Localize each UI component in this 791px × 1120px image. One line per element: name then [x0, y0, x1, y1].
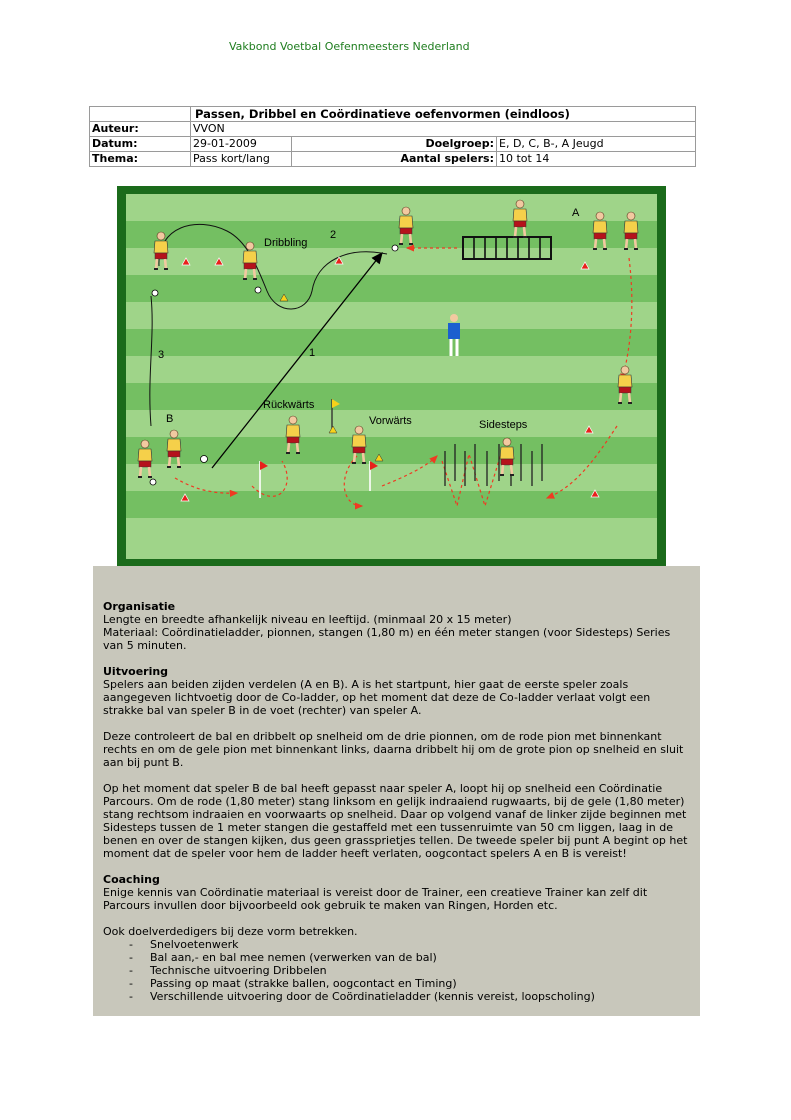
players-label: Aantal spelers:	[292, 152, 497, 167]
label-sidesteps: Sidesteps	[479, 419, 528, 431]
coaching-paragraph-2: Ook doelverdedigers bij deze vorm betrekken.	[103, 925, 358, 938]
execution-heading: Uitvoering	[103, 665, 169, 678]
date-label: Datum:	[90, 137, 191, 152]
target-label: Doelgroep:	[292, 137, 497, 152]
theme-label: Thema:	[90, 152, 191, 167]
exercise-title: Passen, Dribbel en Coördinatieve oefenvormen (eindloos)	[191, 107, 696, 122]
label-dribbling: Dribbling	[264, 237, 308, 249]
list-item: - Verschillende uitvoering door de Coördinatieladder (kennis vereist, loopscholing)	[103, 990, 693, 1003]
list-item: - Technische uitvoering Dribbelen	[103, 964, 693, 977]
grass-stripes	[126, 194, 657, 559]
coaching-heading: Coaching	[103, 873, 160, 886]
coaching-points-list	[103, 938, 693, 1003]
label-route-1: 1	[309, 347, 316, 359]
label-ruckwarts: Rückwärts	[263, 399, 315, 411]
execution-paragraph-3: Op het moment dat speler B de bal heeft gepasst naar speler A, loopt hij op snelheid een Coördinatie Parcours. Om de rode (1,80 meter) stang linksom en gelijk indraaiend rugwaarts, bij de gele (1,80 meter) stang rechtsom indraaien en voorwaarts op snelheid. Daar op volgend vanaf de linker zijde beginnen met Sidesteps tussen de 1 meter stangen die gestaffeld met een tussenruimte van 50 cm liggen, laag in de benen en over de stangen kijken, dus geen grassprietjes tellen. De tweede speler bij punt A begint op het moment dat de speler voor hem de ladder heeft verlaten, oogcontact spelers A en B is vereist!	[103, 782, 688, 860]
execution-paragraph-2: Deze controleert de bal en dribbelt op snelheid om de drie pionnen, om de rode pion met binnenkant rechts en om de gele pion met binnenkant links, daarna dribbelt hij om de grote pion op snelheid en sluit aan bij punt B.	[103, 730, 684, 769]
exercise-diagram	[117, 186, 666, 568]
target-value: E, D, C, B-, A Jeugd	[497, 137, 696, 152]
list-item: - Bal aan,- en bal mee nemen (verwerken van de bal)	[103, 951, 693, 964]
theme-value: Pass kort/lang	[191, 152, 292, 167]
author-value: VVON	[191, 122, 696, 137]
list-item: - Snelvoetenwerk	[103, 938, 693, 951]
players-value: 10 tot 14	[497, 152, 696, 167]
organization-header: Vakbond Voetbal Oefenmeesters Nederland	[229, 40, 470, 53]
label-point-a: A	[572, 207, 580, 219]
label-route-3: 3	[158, 349, 165, 361]
label-vorwarts: Vorwärts	[369, 415, 412, 427]
exercise-notes	[93, 566, 700, 1016]
label-point-b: B	[166, 413, 174, 425]
meta-empty-cell	[90, 107, 191, 122]
execution-paragraph-1: Spelers aan beiden zijden verdelen (A en B). A is het startpunt, hier gaat de eerste speler zoals aangegeven lichtvoetig door de Co-ladder, op het moment dat deze de Co-ladder verlaat volgt een strakke bal van speler B in de voet (rechter) van speler A.	[103, 678, 651, 717]
list-item: - Passing op maat (strakke ballen, oogcontact en Timing)	[103, 977, 693, 990]
coaching-paragraph-1: Enige kennis van Coördinatie materiaal is vereist door de Trainer, een creatieve Trainer kan zelf dit Parcours invullen door bijvoorbeeld ook gebruik te maken van Ringen, Horden etc.	[103, 886, 648, 912]
date-value: 29-01-2009	[191, 137, 292, 152]
exercise-meta-table	[89, 106, 696, 167]
organisation-heading: Organisatie	[103, 600, 176, 613]
organisation-line-2: Materiaal: Coördinatieladder, pionnen, stangen (1,80 m) en één meter stangen (voor Sidesteps) Series van 5 minuten.	[103, 626, 671, 652]
label-route-2: 2	[330, 229, 337, 241]
author-label: Auteur:	[90, 122, 191, 137]
organisation-line-1: Lengte en breedte afhankelijk niveau en leeftijd. (minmaal 20 x 15 meter)	[103, 613, 512, 626]
